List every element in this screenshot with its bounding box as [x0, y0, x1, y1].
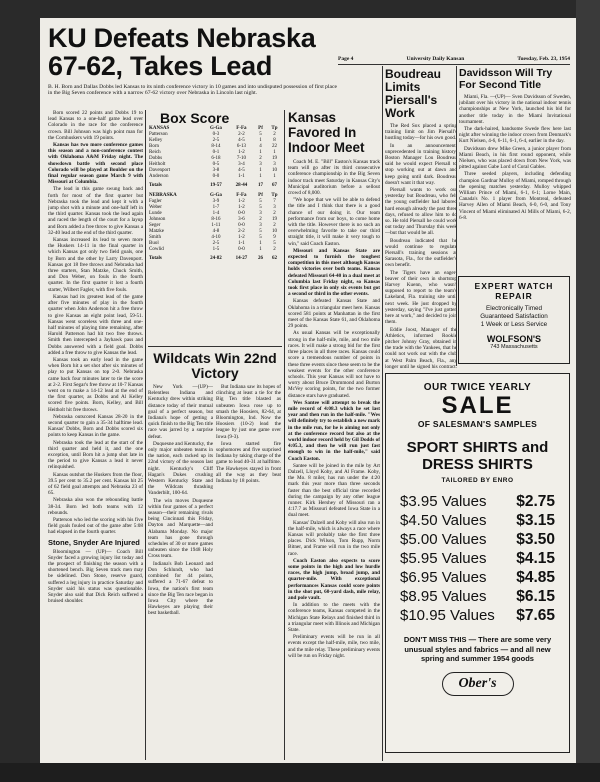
column-rule — [284, 110, 285, 760]
wildcats-columns — [148, 384, 282, 761]
table-row: Weber 1-7 1-2 5 3 — [149, 205, 276, 210]
favored-paragraph: In addition to the meets with the conference teams, Kansas competed in the Michigan State Relays and finished third in a triangular meet with Illinois and Michigan State. — [288, 602, 380, 634]
table-row: Fagler 3-9 1-2 5 7 — [149, 199, 276, 204]
wildcats-paragraph: Indiana's Bob Leonard and Don Schlundt, who had combined for 44 points, suffered a 71-67 defeat to Iowa, the nation's first team since the Big Ten race began in Iowa City where the Hawkeyes are playing their best basketball. — [148, 560, 213, 617]
boudreau-paragraph: The Tigers have an eager-beaver of their own in shortstop Harvey Kuenn, who wasn't supposed to report to the team's Lakeland, Fla. training site until next week. He just dropped by yesterday, saying "I've just gotten here at work," and decided to join them. — [385, 269, 457, 326]
box-score — [148, 110, 282, 346]
price-row — [386, 549, 569, 568]
main-headline: KU Defeats Nebraska 67-62, Takes Lead — [48, 23, 316, 81]
price-row — [386, 492, 569, 511]
favored-paragraph: Kansas defeated Kansas State and Oklahoma in a triangular meet here. Kansas scored 581 points at Manhattan in the first meet of the Kansas State 61, and Oklahoma 29 points. — [288, 298, 380, 330]
main-story-paragraph: Nebraska also won the rebounding battle 38-34. Born led both teams with 12 rebounds. — [48, 497, 143, 516]
boudreau-story — [385, 68, 457, 370]
main-story-paragraph: Kansas outshot the Huskers from the floor, 39.5 per cent to 35.2 per cent. Kansas hit 25 of 62 field goal attempts and Nebraska 23 of 65. — [48, 471, 143, 497]
main-story-paragraph: Patterson who led the scoring with his five field goals fouled out of the game after 5:08 had elapsed in the fourth quarter. — [48, 517, 143, 536]
nebraska-totals-row: Totals 24-82 14-27 26 62 — [149, 256, 277, 261]
watch-repair-ad — [458, 276, 570, 364]
main-story-lede: B. H. Born and Dallas Dobbs led Kansas to its ninth conference victory in 10 games and into undisputed possession of first place in the Big Seven conference with a narrow 67-62 victory over Nebraska in Lincoln last night. — [48, 84, 337, 97]
kansas-header-row: KANSAS G-Ga F-Fa Pf Tp — [149, 126, 278, 131]
table-row: Anderson 0-0 1-1 1 1 — [149, 174, 276, 179]
scanner-edge-bottom — [0, 763, 600, 782]
watch-repair-address: 743 Massachusetts — [490, 344, 538, 350]
boudreau-paragraph: Eddie Joost, Manager of the Athletics, informed Rookie pitcher Johnny Gray, obtained in the trade with the Yankees, that he could not work out with the club at West Palm Beach, Fla., any longer until he signed his contract. — [385, 326, 457, 370]
original-price: $6.95 Values — [400, 569, 487, 586]
watch-repair-line: 1 Week or Less Service — [480, 321, 548, 328]
table-row: Heitholt 0-5 3-4 3 3 — [149, 162, 276, 167]
table-row: Reich 0-1 1-2 1 1 — [149, 150, 276, 155]
main-story-paragraph: Kansas had its greatest lead of the game after five minutes of play in the fourth quarter when John Anderson hit a free throw to give Kansas an eight point lead, 59-51. Kansas went scoreless with three and one-half minutes of playing time remaining, after Harold Patterson had hit two free throws. Smith then intercepted a Jayhawk pass and Dobbs answered with a field goal. Dobbs added a free throw to give Kansas the lead. — [48, 293, 143, 356]
main-story-paragraph: Nebraska took the lead at the start of the third quarter and held it, and the one exception, until Born hit a jump shot late in the period to give Kansas a lead it never relinquished. — [48, 439, 143, 471]
table-row: Born 8-14 6-13 4 22 — [149, 144, 277, 149]
sale-price: $7.65 — [516, 607, 555, 624]
sale-price: $3.15 — [516, 512, 555, 529]
column-rule — [456, 66, 457, 366]
boudreau-paragraph: Piersall wants to work out yesterday but Boudreau, who felt the young outfielder had labored hard enough already the past three days, refused to allow him to do so. He told Piersall he could work out today and Thursday this week—but that would be all. — [385, 187, 457, 237]
favored-paragraph: Kansas' Dalzell and Koby will also run in the half-mile, which is always a race where Kansas will probably take the first three places. Dick Wilson, Tom Rupp, Norm Bitner, and Frame will run in the two mile race. — [288, 519, 380, 557]
wildcats-column-1 — [148, 384, 213, 761]
watch-repair-title: EXPERT WATCH REPAIR — [474, 281, 554, 301]
original-price: $5.95 Values — [400, 550, 487, 567]
column-rule — [145, 110, 146, 760]
watch-repair-line: Electronically Timed — [486, 305, 542, 312]
table-row: Seger 1-11 0-0 3 2 — [149, 223, 276, 228]
price-row — [386, 606, 569, 625]
main-story-paragraph: Kansas increased its lead to seven more the Huskers 14-11 in the final quarter in which Kansas got only two field goals, one by Born and the other by Larry Davenport. Kansas got 18 free throws and Nebraska had three starters, Stan Matzke, Chuck Smith, and Don Weber, on fouls in the fourth quarter. In the first quarter it lost a fourth starter, Wilbert Fagler, with five fouls. — [48, 237, 143, 293]
original-price: $3.95 Values — [400, 493, 487, 510]
sale-line-1: OUR TWICE YEARLY — [423, 382, 532, 393]
sale-price: $3.50 — [516, 531, 555, 548]
wildcats-story — [148, 351, 282, 761]
table-row: Kelley 2-5 4-5 1 8 — [149, 138, 276, 143]
original-price: $8.95 Values — [400, 588, 487, 605]
table-row: Davenport 3-8 4-5 1 10 — [149, 168, 277, 173]
boudreau-paragraph: The Red Sox placed a spring training limit on Jim Piersall's hustling today—for his own good. — [385, 123, 457, 142]
wildcats-paragraph: Iowa started fire sophomores and five surprised Indiana by taking charge of the game to lead 40-31 at halftime. The Hawkeyes stayed in front all the way as they beat Indiana by 18 points. — [216, 440, 281, 485]
favored-headline: Kansas Favored In Indoor Meet — [288, 110, 365, 155]
newspaper-page — [40, 18, 576, 763]
boudreau-headline: Boudreau Limits Piersall's Work — [385, 68, 442, 120]
price-list — [386, 492, 569, 625]
boudreau-body — [385, 123, 457, 370]
table-row: Smith 4-10 1-2 5 9 — [149, 235, 276, 240]
main-story-paragraph: Nebraska outscored Kansas 28-20 in the second quarter to gain a 35-34 halftime lead. Kansas' Dobbs, Born and Dobbs scored six points to keep Kansas in the game. — [48, 413, 143, 439]
table-row: Lunde 1-4 0-0 3 2 — [149, 211, 276, 216]
main-story-paragraph: The lead in this game swung back and forth for most of the first quarter but Nebraska took the lead and kept it with a jump shot with a minute and one-half left in the third quarter. Kansas took the lead again and raced the length of the court for a layup and Born added a free throw to give Kansas a 32-40 lead at the end of the third quarter. — [48, 186, 143, 236]
price-row — [386, 568, 569, 587]
nebraska-header-row: NEBRASKA G-Ga F-Fa Pf Tp — [149, 193, 278, 198]
favored-body — [288, 159, 380, 659]
issue-date: Tuesday, Feb. 23, 1954 — [517, 56, 570, 62]
davidsson-body — [459, 94, 571, 221]
masthead-rule — [338, 64, 570, 65]
sale-price: $2.75 — [516, 493, 555, 510]
davidsson-paragraph: Three seeded players, including defending champion Gardnar Mulloy of Miami, romped through the opening matches yesterday. Mulloy whipped William Prince of Miami, 6-1, 6-1; Lorne Main, Canada's No. 1 player from Montreal, defeated Harvey Allen of Miami Beach, 6-0, 6-0, and Tony Vincent of Miami eliminated Al Mills of Miami, 6-2, 6-8. — [459, 171, 571, 221]
favored-paragraph: "We hope that we will be able to defend the title and I think that there is a good chance of our doing it. Our team performance from our boys, to come home with the title. However there is no such an overwhelming favorite to take our third straight title, it will make it very tough to win," said Coach Easton. — [288, 197, 380, 247]
price-row — [386, 511, 569, 530]
davidsson-paragraph: Davidsson drew Mike Green, a junior player from Miami Beach, in his first round opponent, while Nielsen, who was placed down from New York, was pitted against Gabe Lord of Coral Gables. — [459, 145, 571, 171]
table-row: Patterson 0-3 2-2 5 2 — [149, 132, 276, 137]
box-score-table — [148, 126, 282, 262]
scanner-edge-right — [576, 0, 600, 782]
sale-price: $4.85 — [516, 569, 555, 586]
favored-paragraph: Coach Easton also expects to score some points in the high and low hurdle races, the high jump, broad jump, and quarter-mile. With exceptional performances Kansas could score points in the shot put, 60-yard dash, mile relay, and pole vault. — [288, 557, 380, 602]
favored-paragraph: Coach M. E. "Bill" Easton's Kansas track team will go after its third consecutive conference championship in the Big Seven indoor track meet Saturday in Kansas City's Municipal auditorium before a sellout crowd of 8,000. — [288, 159, 380, 197]
wildcats-headline: Wildcats Win 22nd Victory — [153, 351, 277, 381]
table-row: Dobbs 6-18 7-10 2 19 — [149, 156, 277, 161]
favored-paragraph: As usual Kansas will be exceptionally strong in the half-mile, mile, and two mile races. It will make a strong bid for the first three places in all three races. Kansas could score a tremendous number of points in these three events since these seem to be the weakest events for the other conference schools. This year Kansas will not have to worry about Bruce Drummond and Burton McVey scoring points, for the two former distance stars have graduated. — [288, 330, 380, 399]
table-row: Matzke 4-8 2-2 5 10 — [149, 229, 277, 234]
favored-story — [288, 110, 380, 760]
obers-logo: Ober's — [442, 672, 514, 696]
sale-tailored: TAILORED BY ENRO — [441, 477, 514, 484]
favored-paragraph: Wes Santee will attempt to break the mile record of 4:08.3 which he set last year and then run in the half-mile. "Wes will definitely try to establish a new mark in the mile run, for he is aiming not only at the conference record but also at the world indoor record held by Gil Dodds of 4:05.3, and then he will run just fast enough to win in the half-mile," said Coach Easton. — [288, 399, 380, 462]
boudreau-paragraph: Boudreau indicated that he would continue to regulate Piersall's training sessions at Sarasota, Fla., for the outfielder's own benefit. — [385, 237, 457, 269]
sale-price: $6.15 — [516, 588, 555, 605]
davidsson-paragraph: Miami, Fla. —(UP)— Sven Davidsson of Sweden, jubilant over his victory in the national indoor tennis championships at New York, launched his bid for another title today in the Miami Invitational tournament. — [459, 94, 571, 125]
kansas-totals-row: Totals 19-57 28-44 17 67 — [149, 183, 277, 188]
original-price: $10.95 Values — [400, 607, 495, 624]
table-row: Buol 2-5 1-1 1 5 — [149, 241, 276, 246]
wildcats-paragraph: The win moves Duquesne within four games of a perfect season—their remaining rivals being Cincinnati this Friday, Dayton and Marquette—and Alabama Monday. No major team has gone through schedules of 30 or more games unbeaten since the 1948 Holy Cross team. — [148, 497, 213, 560]
sale-price: $4.15 — [516, 550, 555, 567]
davidsson-story — [459, 68, 571, 273]
davidsson-paragraph: The dark-haired, handsome Swede flew here last night after winning the indoor crown from Denmark's Kurt Nielsen, 4-6, 6-11, 6-1, 6-4, earlier in the day. — [459, 126, 571, 145]
paper-name: University Daily Kansan — [406, 56, 465, 62]
original-price: $5.00 Values — [400, 531, 487, 548]
favored-paragraph: Missouri and Kansas State are expected to furnish the toughest competition in this meet although Kansas holds victories over both teams. Kansas defeated Missouri 64-40 in a dual meet at Columbia last Friday night, so Kansas took first place in only six events but got a second or third in the other events. — [288, 247, 380, 298]
page-masthead — [338, 56, 570, 62]
main-story-column-1 — [48, 110, 143, 760]
main-story-paragraph: Kansas took an early lead in the game when Born hit a set shot after six minutes of play to put Kansas on top 2-0. Nebraska came back four minutes later to tie the score at 2-2. First Segar's free throw at 10-7 Kansas went on to make a 14-12 lead at the end of the first quarter, as Dobbs and Al Kelley scored five points. Born, Kelley, and Bill Heitholt hit free throws. — [48, 356, 143, 413]
watch-repair-lines — [459, 305, 569, 329]
price-row — [386, 587, 569, 606]
davidsson-headline: Davidsson Will Try For Second Title — [459, 68, 553, 91]
table-row: Johnson 8-16 3-6 2 19 — [149, 217, 277, 222]
wildcats-paragraph: New York —(UP)— Relentless Indiana and Kentucky drew within striking distance today of their mutual goal of a perfect season, but Indiana's hope of getting a quick finish to the Big Ten title race was jarred by a surprise defeat. — [148, 384, 213, 440]
sale-line-2: OF SALESMAN'S SAMPLES — [417, 419, 538, 429]
main-story-paragraph: Born scored 22 points and Dobbs 19 to lead Kansas to a one-half game lead over Colorado in the race for the conference crown. Bill Johnson was high point man for the Cornhuskers with 19 points. — [48, 110, 143, 141]
obers-sale-ad — [385, 373, 570, 753]
divider — [148, 346, 282, 347]
price-row — [386, 530, 569, 549]
sale-footer: DON'T MISS THIS — There are some very unusual styles and fabrics — and all new spring and summer 1954 goods — [403, 635, 552, 663]
favored-paragraph: Santee will be joined in the mile by Art Dalzell, Lloyd Koby, and Al Frame. Koby, the Mo. 8 miler, has run under the 4:20 mark this year more than three seconds faster than the best official time recorded during the campaign by any other league runner. Kirk Hershey of Missouri ran a 4:17.7 as Missouri defeated Iowa State in a dual meet. — [288, 462, 380, 519]
watch-repair-store: WOLFSON'S — [486, 334, 542, 344]
sale-products: SPORT SHIRTS and DRESS SHIRTS — [406, 439, 549, 473]
favored-paragraph: Preliminary events will be run in all events except the half-mile, mile, two mile, and the mile relay. These preliminary events will be run on Friday night. — [288, 634, 380, 659]
table-row: Cowlid 1-5 0-0 1 2 — [149, 247, 276, 252]
stone-story-headline: Stone, Snyder Are Injured — [48, 537, 140, 547]
watch-repair-line: Guaranteed Satisfaction — [480, 313, 548, 320]
wildcats-paragraph: But Indiana saw its hopes of clinching at least a tie for the Big Ten title blasted as unbeaten Iowa rose up to smash the Hoosiers, 82-64, at Bloomington, Ind. Now the Hoosiers (10-2) lead the league by just one game over Iowa (9-3). — [216, 384, 281, 440]
wildcats-paragraph: Duquesne and Kentucky, the only major unbeaten teams in the nation, each racked up its 22nd victory of the season last night. Kentucky's Cliff Hagan's Dukes crushing Western Kentucky State and the Wildcats thrashing Vanderbilt, 100-64. — [148, 440, 213, 497]
box-score-title: Box Score — [160, 110, 230, 126]
stone-story-text: Bloomington — (UP)— Coach Bill Snyder faced a growing injury list today and the prospect of finishing the season with a shortened bench. Big Seven track men may be sidelined. Don Stone, reserve guard, suffered a leg injury in practice Saturday and Snyder said his status was questionable. Snyder also said that Dick Reich suffered a bruised shoulder. — [48, 548, 143, 605]
page-number: Page 4 — [338, 56, 354, 62]
main-story-paragraph: Kansas has two more conference games this season and a non-conference contest with Oklahoma A&M Friday night. The showdown battle with second place Colorado will be played at Boulder on the final regular season game March 9 with Missouri at Columbia. — [48, 142, 143, 186]
wildcats-column-2 — [216, 384, 281, 761]
boudreau-paragraph: In an announcement, unprecedented in training history, Boston Manager Lou Boudreau said he would expect Piersall to stop working out at dawn and keep going until dark. Boudreau doesn't want it that way. — [385, 142, 457, 186]
sale-word: SALE — [441, 392, 514, 419]
original-price: $4.50 Values — [400, 512, 487, 529]
column-rule — [382, 66, 383, 761]
